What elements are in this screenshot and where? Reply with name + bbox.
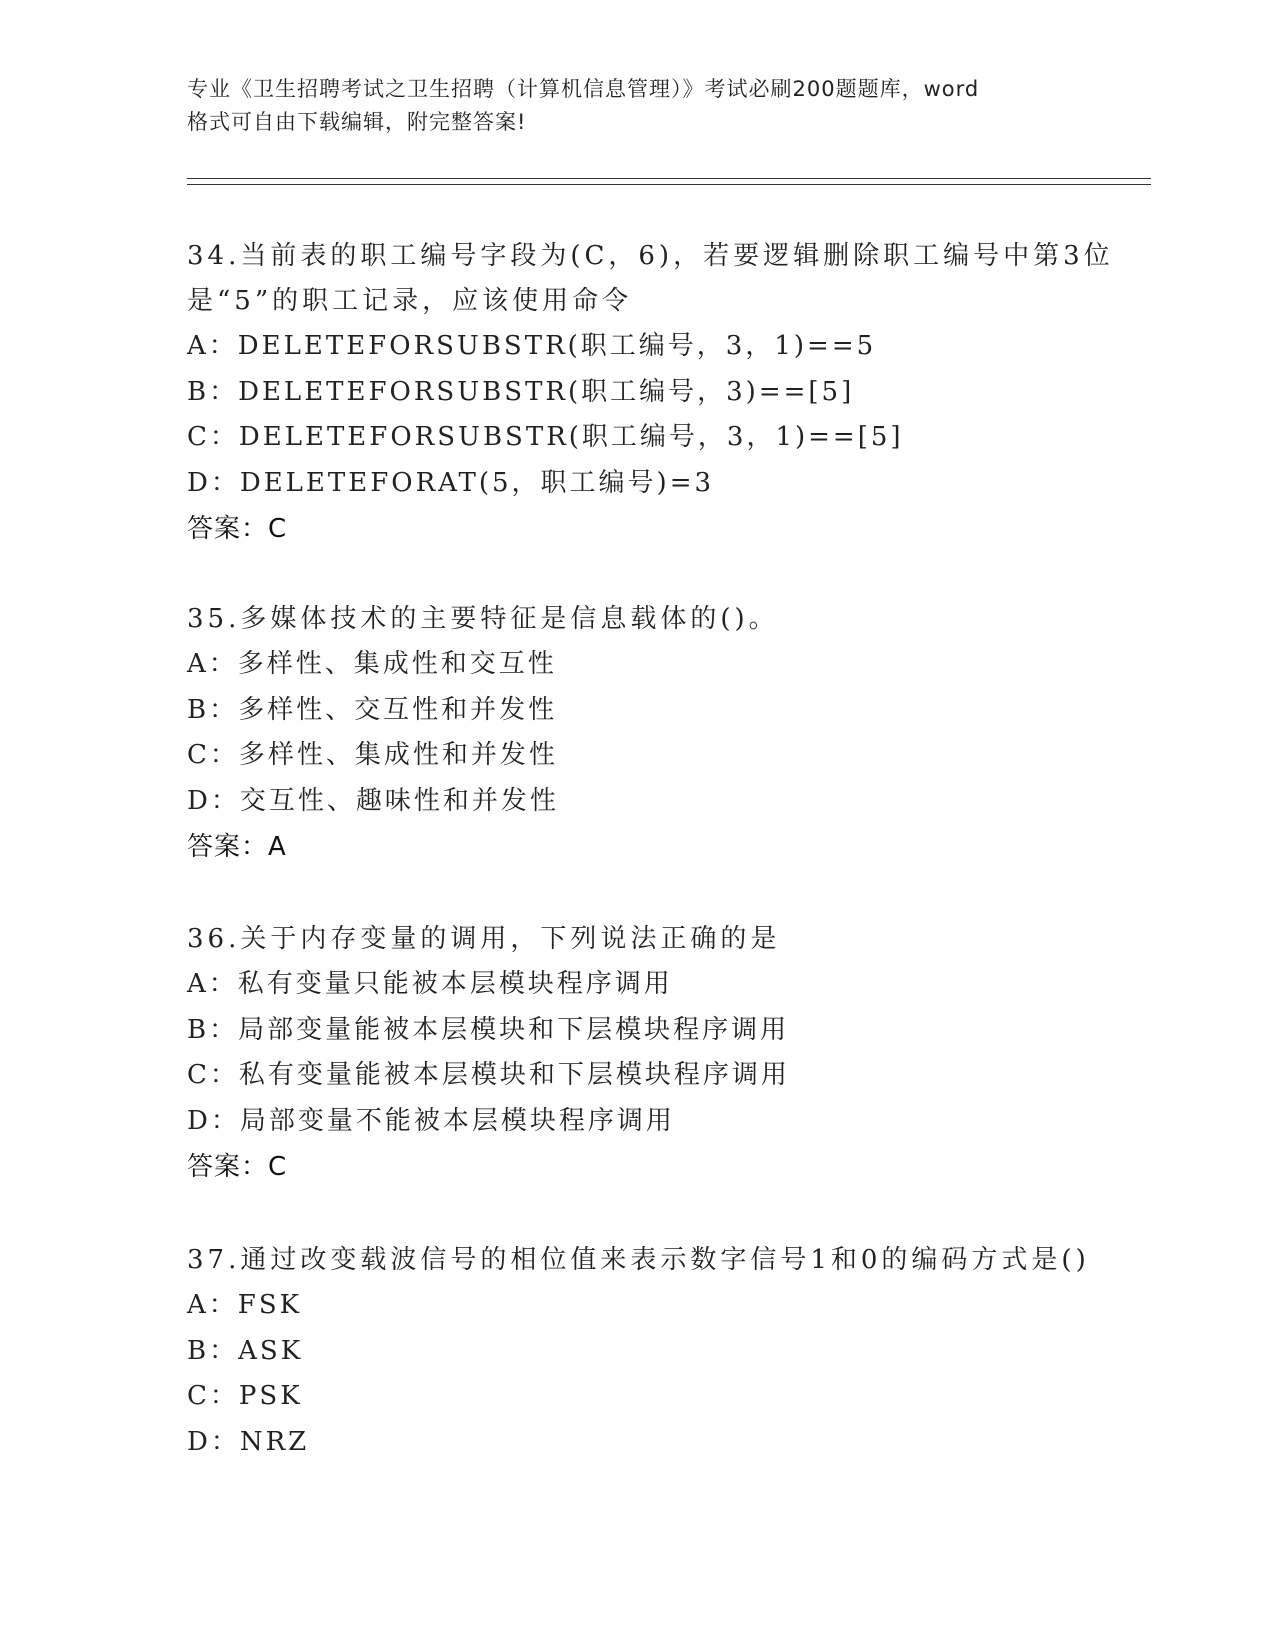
option-c: C：多样性、集成性和并发性: [187, 740, 558, 770]
question-stem-line-2: 是“5”的职工记录，应该使用命令: [187, 286, 633, 316]
question-34: [187, 234, 1147, 552]
option-a: A：多样性、集成性和交互性: [187, 649, 557, 679]
answer: 答案：A: [187, 832, 287, 862]
answer: 答案：C: [187, 514, 288, 544]
question-stem-line-1: 35.多媒体技术的主要特征是信息载体的()。: [187, 604, 779, 634]
option-c: C：私有变量能被本层模块和下层模块程序调用: [187, 1060, 790, 1090]
option-d: D：NRZ: [187, 1426, 310, 1457]
option-d: D：DELETEFORAT(5，职工编号)=3: [187, 467, 715, 498]
header-divider-bottom: [187, 184, 1151, 185]
header-line-2: 格式可自由下载编辑，附完整答案!: [187, 110, 527, 134]
option-b: B：局部变量能被本层模块和下层模块程序调用: [187, 1014, 790, 1045]
question-stem-line-1: 34.当前表的职工编号字段为(C，6)，若要逻辑删除职工编号中第3位: [187, 241, 1114, 271]
question-stem-line-1: 37.通过改变载波信号的相位值来表示数字信号1和0的编码方式是(): [187, 1245, 1090, 1275]
option-b: B：ASK: [187, 1335, 304, 1366]
question-stem-line-1: 36.关于内存变量的调用，下列说法正确的是: [187, 924, 781, 954]
document-header: [187, 73, 1087, 139]
option-b: B：DELETEFORSUBSTR(职工编号，3)==[5]: [187, 376, 855, 407]
question-35: [187, 597, 1147, 870]
answer: 答案：C: [187, 1152, 288, 1182]
header-line-1: 专业《卫生招聘考试之卫生招聘（计算机信息管理）》考试必刷200题题库，word: [187, 77, 980, 101]
option-d: D：局部变量不能被本层模块程序调用: [187, 1105, 675, 1136]
header-divider-top: [187, 178, 1151, 179]
option-a: A：FSK: [187, 1290, 303, 1320]
question-37: [187, 1238, 1147, 1465]
option-a: A：DELETEFORSUBSTR(职工编号，3，1)==5: [187, 331, 877, 361]
question-36: [187, 917, 1147, 1190]
option-b: B：多样性、交互性和并发性: [187, 694, 558, 725]
option-c: C：DELETEFORSUBSTR(职工编号，3，1)==[5]: [187, 422, 904, 452]
option-d: D：交互性、趣味性和并发性: [187, 785, 559, 816]
option-c: C：PSK: [187, 1381, 303, 1411]
option-a: A：私有变量只能被本层模块程序调用: [187, 969, 673, 999]
